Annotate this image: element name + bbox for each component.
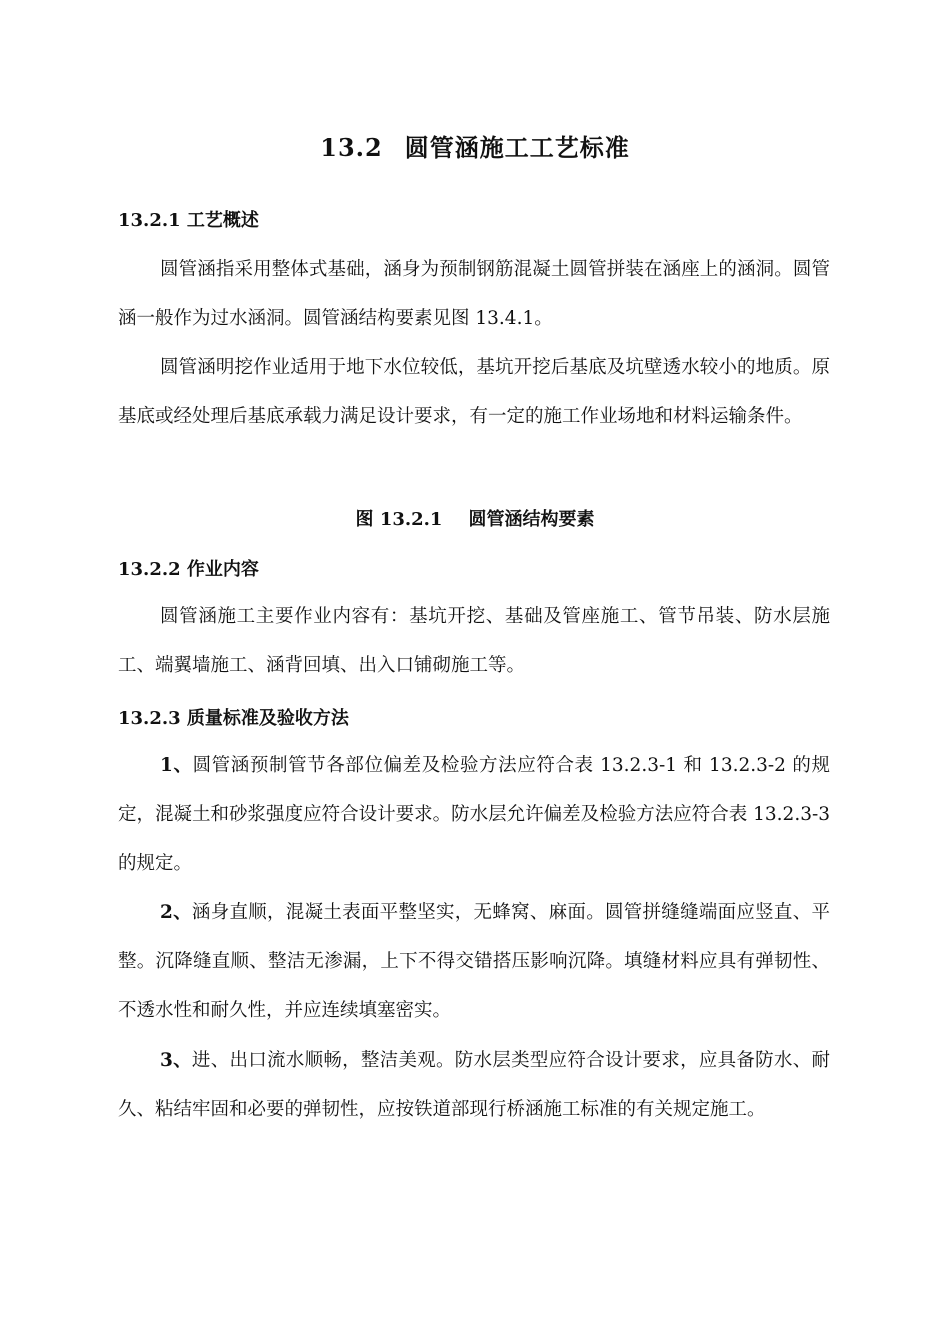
quality-item-2-text: 涵身直顺，混凝土表面平整坚实，无蜂窝、麻面。圆管拼缝缝端面应竖直、平整。沉降缝直顺、整洁无渗漏，上下不得交错搭压影响沉降。填缝材料应具有弹韧性、不透水性和耐久性，并应连续填塞密实。 bbox=[118, 902, 830, 1021]
quality-item-2-marker: 2、 bbox=[160, 902, 192, 923]
quality-item-2 bbox=[118, 888, 830, 1035]
quality-item-1-marker: 1、 bbox=[160, 755, 193, 776]
quality-item-1 bbox=[118, 741, 830, 888]
paragraph-overview-2: 圆管涵明挖作业适用于地下水位较低，基坑开挖后基底及坑壁透水较小的地质。原基底或经处理后基底承载力满足设计要求，有一定的施工作业场地和材料运输条件。 bbox=[118, 357, 830, 427]
section-heading-quality: 13.2.3 质量标准及验收方法 bbox=[118, 708, 349, 729]
page-title bbox=[0, 128, 950, 163]
quality-item-3-text: 进、出口流水顺畅，整洁美观。防水层类型应符合设计要求，应具备防水、耐久、粘结牢固和必要的弹韧性，应按铁道部现行桥涵施工标准的有关规定施工。 bbox=[118, 1050, 830, 1120]
figure-caption-number: 图 13.2.1 bbox=[355, 509, 443, 530]
paragraph-work-content: 圆管涵施工主要作业内容有：基坑开挖、基础及管座施工、管节吊装、防水层施工、端翼墙施工、涵背回填、出入口铺砌施工等。 bbox=[118, 606, 830, 676]
figure-caption-text: 圆管涵结构要素 bbox=[468, 509, 595, 530]
section-heading-overview: 13.2.1 工艺概述 bbox=[118, 210, 259, 231]
paragraph-overview-1: 圆管涵指采用整体式基础，涵身为预制钢筋混凝土圆管拼装在涵座上的涵洞。圆管涵一般作为过水涵洞。圆管涵结构要素见图 13.4.1。 bbox=[118, 259, 830, 329]
quality-item-3-marker: 3、 bbox=[160, 1050, 192, 1071]
figure-caption bbox=[0, 505, 950, 531]
title-text: 圆管涵施工工艺标准 bbox=[404, 133, 630, 162]
quality-item-1-text: 圆管涵预制管节各部位偏差及检验方法应符合表 13.2.3-1 和 13.2.3-2 的规定，混凝土和砂浆强度应符合设计要求。防水层允许偏差及检验方法应符合表 13.2.3-3 的规定。 bbox=[118, 755, 830, 874]
title-number: 13.2 bbox=[320, 133, 383, 162]
section-heading-work-content: 13.2.2 作业内容 bbox=[118, 559, 259, 580]
quality-item-3 bbox=[118, 1036, 830, 1134]
